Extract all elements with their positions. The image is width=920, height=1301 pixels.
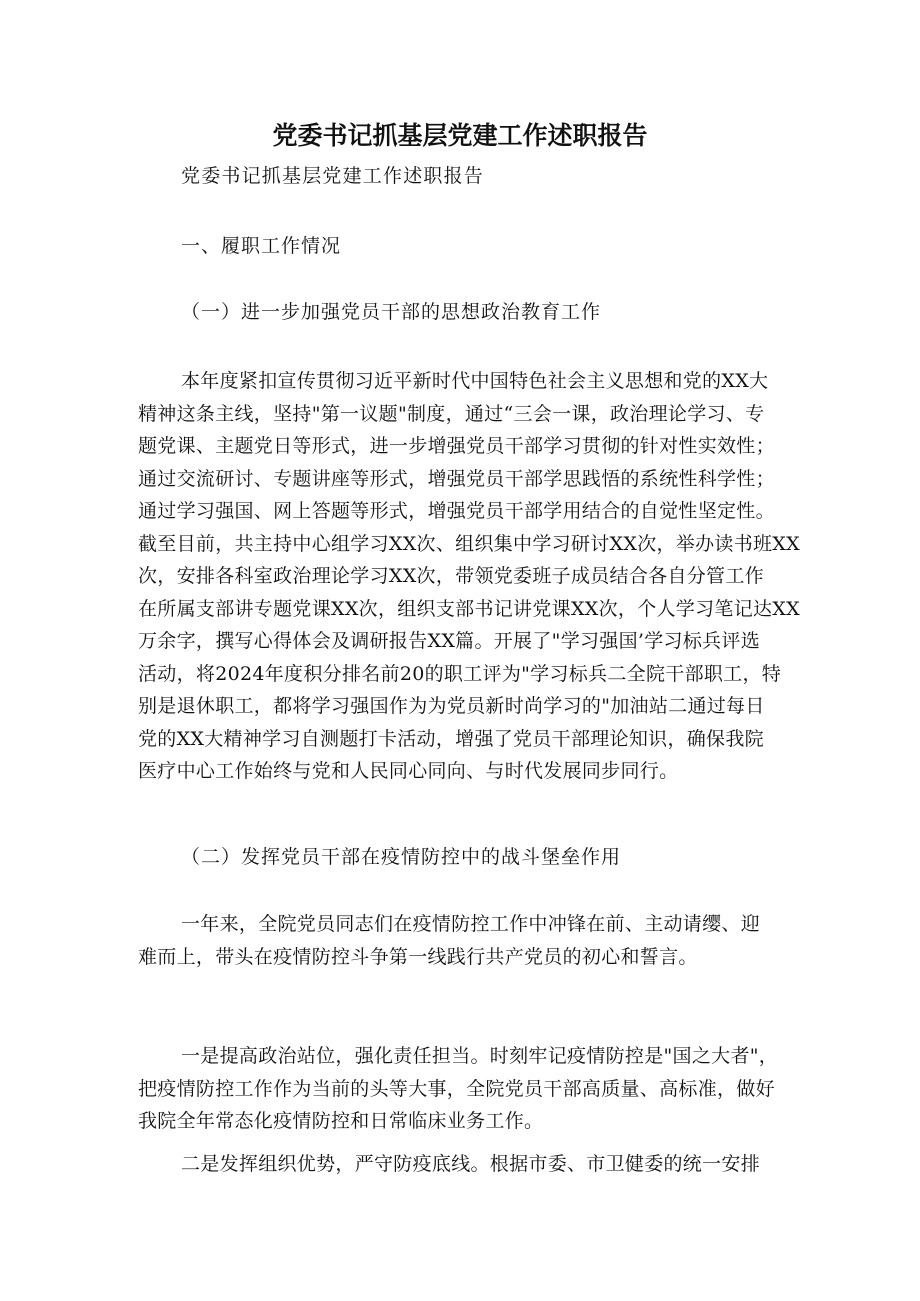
paragraph-line: 我院全年常态化疫情防控和日常临床业务工作。 — [138, 1110, 544, 1132]
paragraph-1 — [138, 365, 798, 788]
paragraph-line: 万余字，撰写心得体会及调研报告XX篇。开展了"学习强国’学习标兵评选 — [138, 630, 761, 652]
paragraph-line: 二是发挥组织优势，严守防疫底线。根据市委、市卫健委的统一安排 — [181, 1153, 761, 1175]
paragraph-line: 精神这条主线，坚持"第一议题"制度，通过“三会一课，政治理论学习、专 — [138, 402, 765, 425]
section-heading-1: 一、履职工作情况 — [181, 235, 342, 257]
paragraph-line: 次，安排各科室政治理论学习XX次，带领党委班子成员结合各自分管工作 — [138, 565, 764, 587]
subsection-heading-2: （二）发挥党员干部在疫情防控中的战斗堡垒作用 — [181, 846, 622, 868]
paragraph-line: 党的XX大精神学习自测题打卡活动，增强了党员干部理论知识，确保我院 — [138, 727, 764, 750]
paragraph-line: 本年度紧扣宣传贯彻习近平新时代中国特色社会主义思想和党的XX大 — [181, 370, 769, 392]
paragraph-2 — [138, 908, 798, 973]
document-subtitle: 党委书记抓基层党建工作述职报告 — [181, 165, 485, 187]
paragraph-4 — [138, 1148, 798, 1181]
paragraph-line: 别是退休职工，都将学习强国作为为党员新时尚学习的"加油站二通过每日 — [138, 695, 765, 717]
paragraph-3 — [138, 1040, 798, 1138]
paragraph-line: 医疗中心工作始终与党和人民同心同向、与时代发展同步同行。 — [138, 760, 679, 782]
paragraph-line: 截至目前，共主持中心组学习XX次、组织集中学习研讨XX次，举办读书班XX — [138, 532, 800, 555]
subsection-heading-1: （一）进一步加强党员干部的思想政治教育工作 — [181, 301, 602, 323]
paragraph-line: 通过交流研讨、专题讲座等形式，增强党员干部学思践悟的系统性科学性； — [138, 467, 775, 490]
paragraph-line: 在所属支部讲专题党课XX次，组织支部书记讲党课XX次，个人学习笔记达XX — [138, 597, 800, 620]
paragraph-line: 一年来，全院党员同志们在疫情防控工作中冲锋在前、主动请缨、迎 — [181, 913, 761, 935]
paragraph-line: 把疫情防控工作作为当前的头等大事，全院党员干部高质量、高标准，做好 — [138, 1077, 775, 1100]
paragraph-line: 一是提高政治站位，强化责任担当。时刻牢记疫情防控是"国之大者"， — [181, 1045, 779, 1067]
document-title: 党委书记抓基层党建工作述职报告 — [272, 121, 648, 150]
paragraph-line: 题党课、主题党日等形式，进一步增强党员干部学习贯彻的针对性实效性； — [138, 435, 775, 457]
paragraph-line: 难而上，带头在疫情防控斗争第一线践行共产党员的初心和誓言。 — [138, 945, 698, 968]
paragraph-line: 活动，将2024年度积分排名前20的职工评为"学习标兵二全院干部职工，特 — [138, 662, 782, 685]
paragraph-line: 通过学习强国、网上答题等形式，增强党员干部学用结合的自觉性坚定性。 — [138, 500, 775, 522]
